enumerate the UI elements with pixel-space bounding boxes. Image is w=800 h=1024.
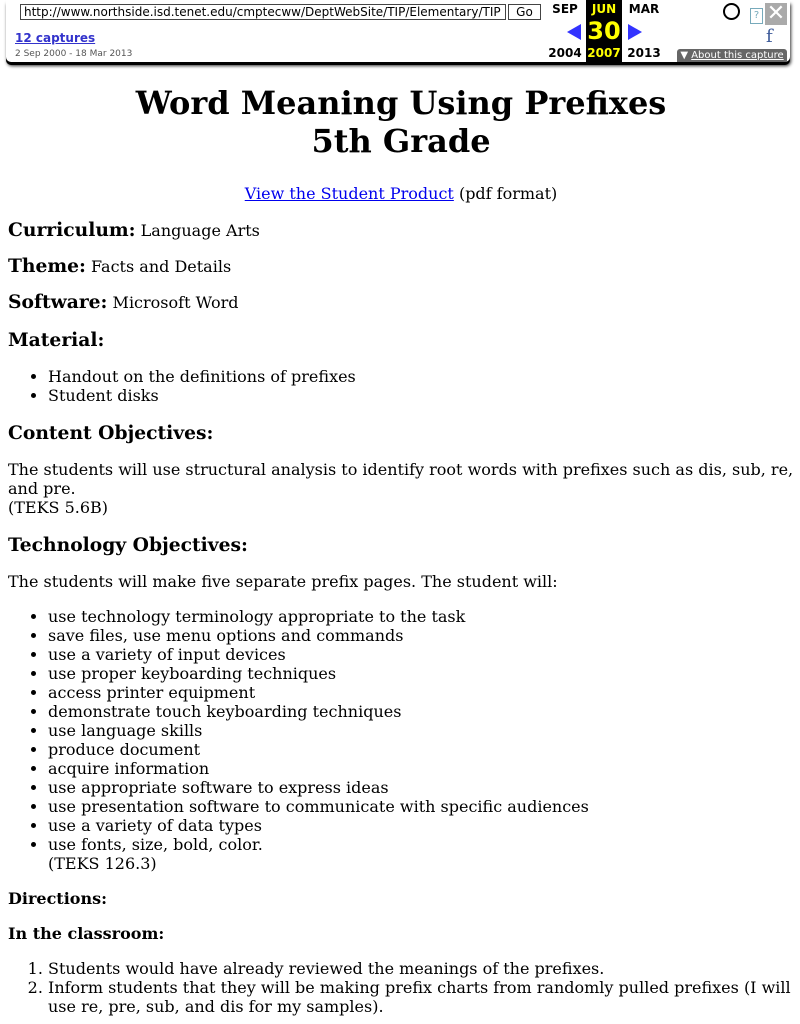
- product-line: [8, 184, 794, 203]
- list-item: • Handout on the definitions of prefixes: [48, 367, 794, 386]
- triangle-down-icon: ▼: [680, 50, 689, 61]
- page-content: [8, 84, 794, 1016]
- list-item: • use language skills: [48, 721, 794, 740]
- product-format-note: (pdf format): [453, 184, 558, 203]
- theme-row: [8, 257, 794, 276]
- about-capture-button[interactable]: [677, 49, 787, 62]
- list-item: • access printer equipment: [48, 683, 794, 702]
- prev-year: 2004: [548, 46, 582, 60]
- loading-circle-icon: [723, 3, 740, 20]
- list-item: • use technology terminology appropriate to the task: [48, 607, 794, 626]
- list-item: • demonstrate touch keyboarding techniques: [48, 702, 794, 721]
- directions-heading: Directions:: [8, 889, 107, 908]
- title-line-1: Word Meaning Using Prefixes: [135, 84, 667, 122]
- list-item: [48, 835, 794, 873]
- content-objectives-heading: Content Objectives:: [8, 422, 214, 444]
- technology-objectives-list: [8, 607, 794, 873]
- material-heading: Material:: [8, 329, 105, 351]
- technology-objectives-intro: The students will make five separate prefix pages. The student will:: [8, 572, 558, 591]
- content-objectives-body: The students will use structural analysis to identify root words with prefixes such as dis, sub, re, and pre.: [8, 460, 794, 498]
- technology-objectives-heading: Technology Objectives:: [8, 534, 248, 556]
- list-item: • use appropriate software to express ideas: [48, 778, 794, 797]
- software-label: Software:: [8, 291, 108, 313]
- facebook-icon[interactable]: f: [766, 26, 773, 47]
- next-year: 2013: [627, 46, 661, 60]
- current-month: JUN: [591, 2, 617, 16]
- captures-link[interactable]: 12 captures: [15, 31, 96, 45]
- url-input[interactable]: [20, 4, 506, 20]
- prev-month: SEP: [552, 2, 578, 16]
- list-item: • use a variety of data types: [48, 816, 794, 835]
- capture-date-range: 2 Sep 2000 - 18 Mar 2013: [15, 49, 133, 59]
- list-item: 1. Students would have already reviewed the meanings of the prefixes.: [48, 959, 794, 978]
- list-item: • produce document: [48, 740, 794, 759]
- current-day: 30: [587, 17, 621, 45]
- material-list: [8, 367, 794, 405]
- list-item: • use proper keyboarding techniques: [48, 664, 794, 683]
- current-capture-column: [586, 0, 622, 62]
- software-row: [8, 293, 794, 312]
- curriculum-label: Curriculum:: [8, 219, 136, 241]
- list-item: • acquire information: [48, 759, 794, 778]
- help-icon[interactable]: ?: [750, 8, 763, 24]
- prev-arrow-icon[interactable]: [567, 24, 581, 40]
- classroom-steps-list: [8, 959, 794, 1016]
- student-product-link[interactable]: View the Student Product: [244, 184, 454, 203]
- content-objectives-teks: (TEKS 5.6B): [8, 498, 109, 517]
- next-capture-column[interactable]: [626, 0, 662, 62]
- list-item: 2. Inform students that they will be making prefix charts from randomly pulled prefixes (I will use re, pre, sub, and dis for my samples).: [48, 978, 794, 1016]
- technology-objectives-teks: (TEKS 126.3): [48, 854, 157, 873]
- list-item: • use presentation software to communicate with specific audiences: [48, 797, 794, 816]
- theme-value: Facts and Details: [85, 257, 232, 276]
- go-button[interactable]: Go: [508, 4, 541, 20]
- classroom-heading: In the classroom:: [8, 924, 165, 943]
- list-item: • save files, use menu options and commands: [48, 626, 794, 645]
- page-title: [8, 84, 794, 160]
- list-item: • use a variety of input devices: [48, 645, 794, 664]
- wayback-toolbar: [6, 0, 790, 62]
- theme-label: Theme:: [8, 255, 86, 277]
- about-capture-label: About this capture: [691, 50, 784, 61]
- next-month: MAR: [628, 2, 660, 16]
- close-icon[interactable]: ✕: [766, 1, 786, 26]
- curriculum-row: [8, 221, 794, 240]
- content-objectives-text: [8, 460, 794, 517]
- current-year: 2007: [587, 46, 621, 60]
- title-line-2: 5th Grade: [311, 122, 491, 160]
- list-item: • Student disks: [48, 386, 794, 405]
- list-item-text: use fonts, size, bold, color.: [48, 835, 263, 854]
- curriculum-value: Language Arts: [135, 221, 260, 240]
- software-value: Microsoft Word: [107, 293, 239, 312]
